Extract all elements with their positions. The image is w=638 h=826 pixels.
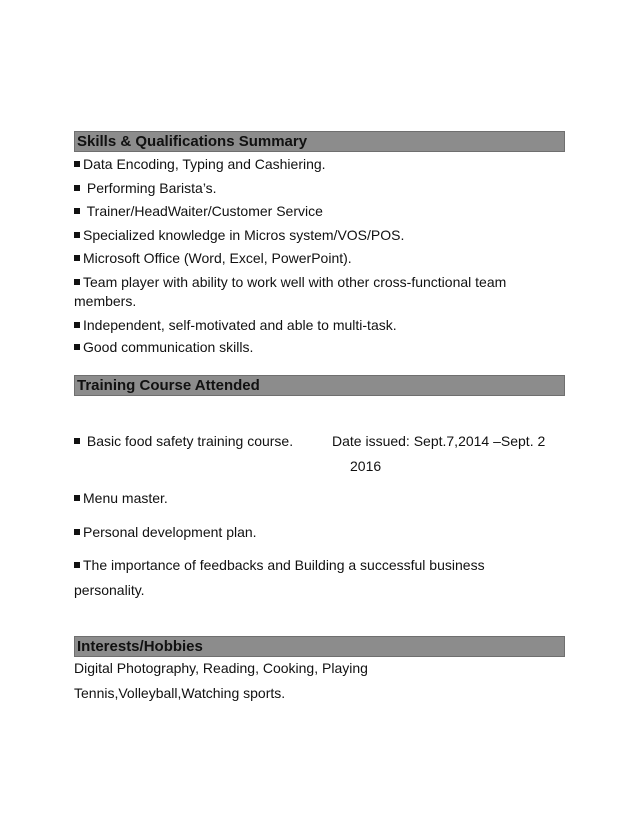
skills-item-continuation: members. (74, 293, 137, 309)
square-bullet-icon (74, 562, 80, 568)
training-item: The importance of feedbacks and Building a successful business (74, 556, 565, 574)
training-date-issued-continuation: 2016 (350, 458, 382, 474)
skills-item: Specialized knowledge in Micros system/VOS/POS. (74, 226, 565, 244)
skills-header-text: Skills & Qualifications Summary (77, 133, 308, 150)
interests-header (74, 636, 565, 657)
skills-item: Team player with ability to work well with other cross-functional team (74, 273, 565, 291)
square-bullet-icon (74, 161, 80, 167)
skills-item: Microsoft Office (Word, Excel, PowerPoint). (74, 249, 565, 267)
skills-item: Performing Barista’s. (74, 179, 565, 197)
square-bullet-icon (74, 279, 80, 285)
training-item: Menu master. (74, 489, 565, 507)
square-bullet-icon (74, 344, 80, 350)
skills-item: Good communication skills. (74, 338, 565, 356)
interests-header-text: Interests/Hobbies (77, 638, 203, 655)
square-bullet-icon (74, 232, 80, 238)
square-bullet-icon (74, 208, 80, 214)
training-item: Basic food safety training course. (74, 432, 565, 450)
training-header (74, 375, 565, 396)
square-bullet-icon (74, 495, 80, 501)
training-header-text: Training Course Attended (77, 377, 260, 394)
interests-text-continuation: Tennis,Volleyball,Watching sports. (74, 685, 286, 701)
square-bullet-icon (74, 255, 80, 261)
training-item-continuation: personality. (74, 582, 145, 598)
skills-item: Data Encoding, Typing and Cashiering. (74, 155, 565, 173)
square-bullet-icon (74, 322, 80, 328)
training-item: Personal development plan. (74, 523, 565, 541)
square-bullet-icon (74, 185, 80, 191)
skills-item: Trainer/HeadWaiter/Customer Service (74, 202, 565, 220)
skills-item: Independent, self-motivated and able to multi-task. (74, 316, 565, 334)
square-bullet-icon (74, 438, 80, 444)
training-date-issued: Date issued: Sept.7,2014 –Sept. 2 (332, 433, 546, 449)
interests-text: Digital Photography, Reading, Cooking, Playing (74, 660, 368, 676)
skills-header (74, 131, 565, 152)
square-bullet-icon (74, 529, 80, 535)
